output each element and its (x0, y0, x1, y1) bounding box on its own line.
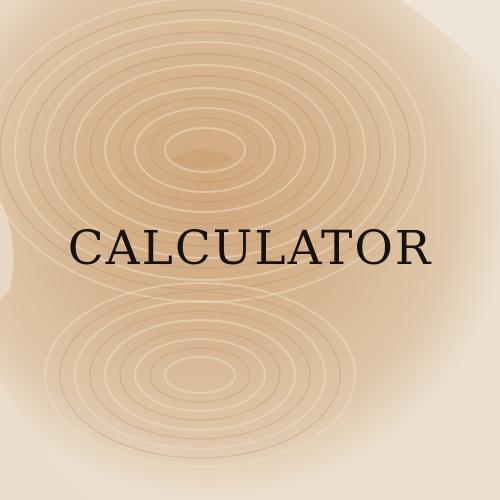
page-title: CALCULATOR (67, 221, 433, 276)
